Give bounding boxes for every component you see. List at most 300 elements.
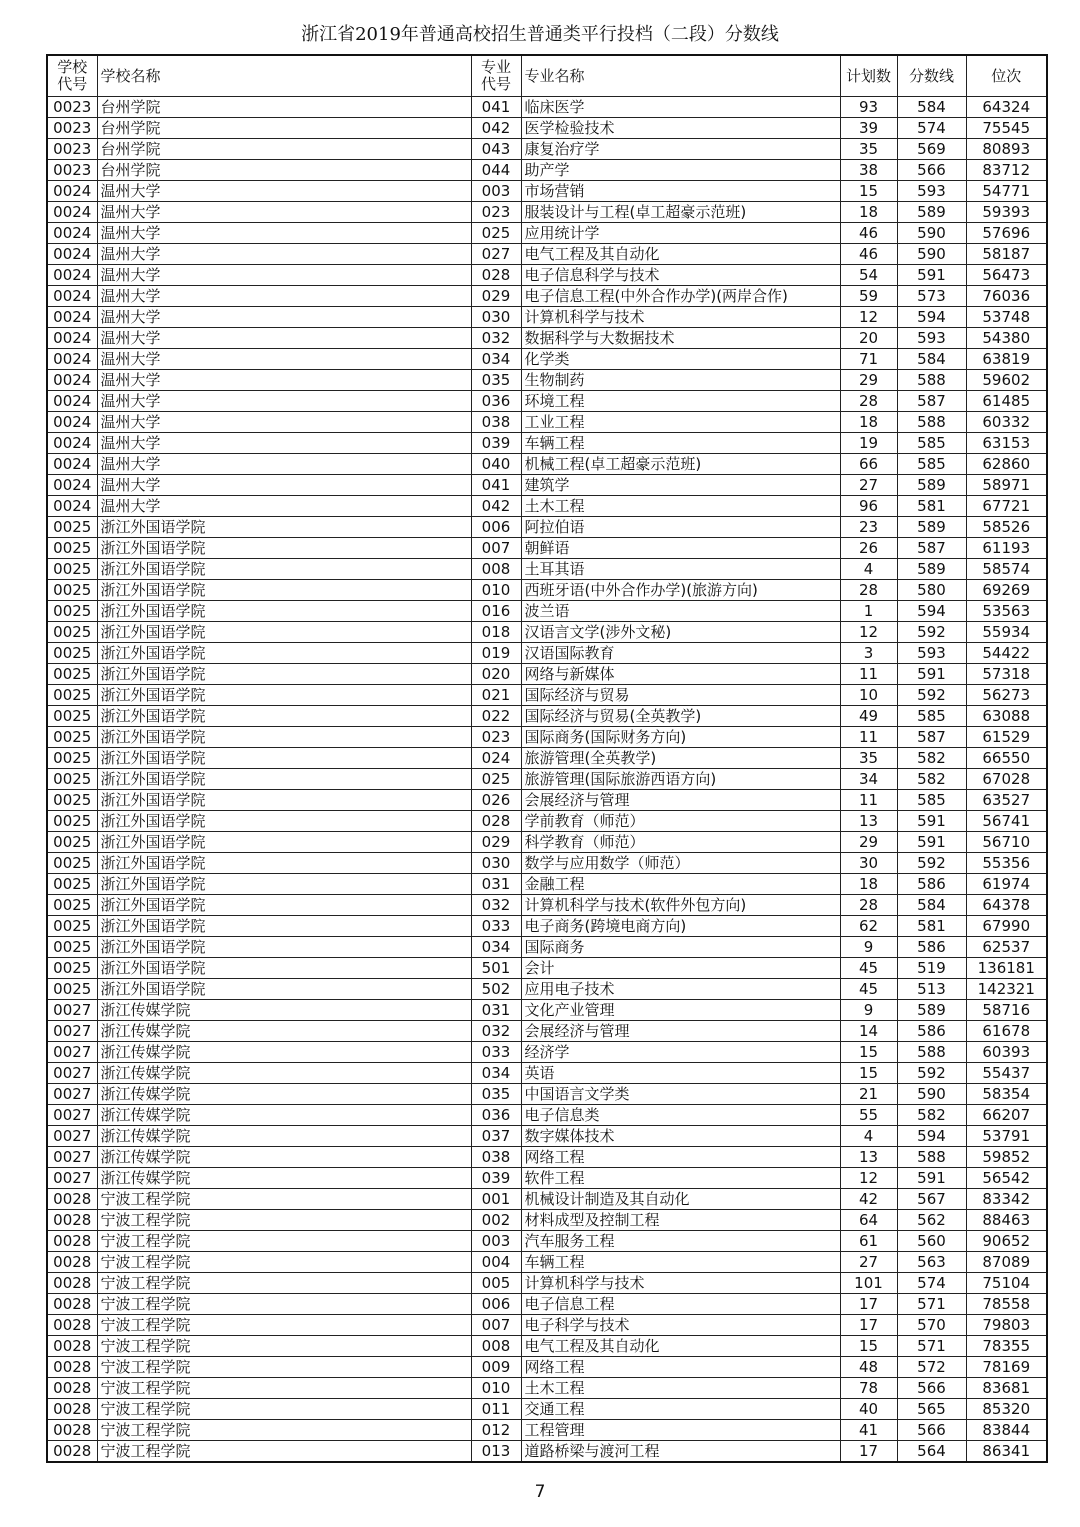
table-row (47, 1336, 1047, 1357)
school-name-cell: 温州大学 (97, 223, 471, 244)
school-name-cell: 浙江外国语学院 (97, 538, 471, 559)
score-cell: 588 (897, 370, 966, 391)
school-name-cell: 浙江外国语学院 (97, 706, 471, 727)
plan-count-cell: 11 (840, 727, 897, 748)
rank-cell: 90652 (966, 1231, 1047, 1252)
school-code-cell: 0023 (47, 118, 97, 139)
header-rank: 位次 (966, 55, 1047, 97)
major-name-cell: 电子信息工程 (521, 1294, 840, 1315)
rank-cell: 75545 (966, 118, 1047, 139)
major-name-cell: 计算机科学与技术 (521, 307, 840, 328)
major-code-cell: 028 (471, 811, 521, 832)
major-code-cell: 031 (471, 874, 521, 895)
school-code-cell: 0025 (47, 580, 97, 601)
rank-cell: 66207 (966, 1105, 1047, 1126)
school-name-cell: 宁波工程学院 (97, 1273, 471, 1294)
rank-cell: 64324 (966, 97, 1047, 118)
major-name-cell: 机械设计制造及其自动化 (521, 1189, 840, 1210)
major-name-cell: 土木工程 (521, 1378, 840, 1399)
school-name-cell: 台州学院 (97, 139, 471, 160)
score-cell: 582 (897, 1105, 966, 1126)
major-name-cell: 化学类 (521, 349, 840, 370)
score-cell: 566 (897, 160, 966, 181)
major-code-cell: 012 (471, 1420, 521, 1441)
major-code-cell: 030 (471, 307, 521, 328)
school-name-cell: 温州大学 (97, 202, 471, 223)
school-code-cell: 0025 (47, 979, 97, 1000)
rank-cell: 53791 (966, 1126, 1047, 1147)
score-cell: 593 (897, 328, 966, 349)
plan-count-cell: 30 (840, 853, 897, 874)
major-code-cell: 029 (471, 832, 521, 853)
header-plan: 计划数 (840, 55, 897, 97)
rank-cell: 57696 (966, 223, 1047, 244)
school-name-cell: 浙江传媒学院 (97, 1021, 471, 1042)
plan-count-cell: 26 (840, 538, 897, 559)
rank-cell: 63819 (966, 349, 1047, 370)
score-cell: 589 (897, 517, 966, 538)
school-code-cell: 0024 (47, 496, 97, 517)
major-name-cell: 国际商务 (521, 937, 840, 958)
major-name-cell: 英语 (521, 1063, 840, 1084)
score-cell: 591 (897, 832, 966, 853)
score-cell: 593 (897, 643, 966, 664)
plan-count-cell: 15 (840, 1336, 897, 1357)
school-name-cell: 台州学院 (97, 97, 471, 118)
table-row (47, 1042, 1047, 1063)
major-code-cell: 040 (471, 454, 521, 475)
school-code-cell: 0025 (47, 916, 97, 937)
rank-cell: 67028 (966, 769, 1047, 790)
plan-count-cell: 62 (840, 916, 897, 937)
major-name-cell: 康复治疗学 (521, 139, 840, 160)
major-code-cell: 502 (471, 979, 521, 1000)
school-name-cell: 浙江外国语学院 (97, 622, 471, 643)
score-cell: 567 (897, 1189, 966, 1210)
school-code-cell: 0024 (47, 286, 97, 307)
plan-count-cell: 9 (840, 937, 897, 958)
major-code-cell: 042 (471, 118, 521, 139)
score-cell: 592 (897, 622, 966, 643)
table-row (47, 769, 1047, 790)
score-cell: 584 (897, 895, 966, 916)
major-name-cell: 国际经济与贸易 (521, 685, 840, 706)
major-name-cell: 国际经济与贸易(全英教学) (521, 706, 840, 727)
rank-cell: 53748 (966, 307, 1047, 328)
score-cell: 565 (897, 1399, 966, 1420)
school-name-cell: 宁波工程学院 (97, 1420, 471, 1441)
major-name-cell: 临床医学 (521, 97, 840, 118)
plan-count-cell: 13 (840, 1147, 897, 1168)
school-code-cell: 0023 (47, 97, 97, 118)
table-row (47, 748, 1047, 769)
table-row (47, 1147, 1047, 1168)
major-code-cell: 010 (471, 1378, 521, 1399)
school-code-cell: 0024 (47, 391, 97, 412)
rank-cell: 54380 (966, 328, 1047, 349)
rank-cell: 67721 (966, 496, 1047, 517)
table-row (47, 181, 1047, 202)
table-row (47, 139, 1047, 160)
school-code-cell: 0028 (47, 1420, 97, 1441)
major-name-cell: 网络工程 (521, 1147, 840, 1168)
school-name-cell: 温州大学 (97, 412, 471, 433)
school-name-cell: 浙江外国语学院 (97, 664, 471, 685)
plan-count-cell: 12 (840, 307, 897, 328)
table-row (47, 832, 1047, 853)
table-row (47, 391, 1047, 412)
school-name-cell: 浙江传媒学院 (97, 1000, 471, 1021)
plan-count-cell: 93 (840, 97, 897, 118)
school-code-cell: 0025 (47, 643, 97, 664)
school-name-cell: 浙江外国语学院 (97, 643, 471, 664)
rank-cell: 59393 (966, 202, 1047, 223)
major-code-cell: 023 (471, 727, 521, 748)
plan-count-cell: 18 (840, 874, 897, 895)
table-row (47, 286, 1047, 307)
major-code-cell: 019 (471, 643, 521, 664)
table-row (47, 538, 1047, 559)
school-code-cell: 0025 (47, 706, 97, 727)
plan-count-cell: 78 (840, 1378, 897, 1399)
school-code-cell: 0024 (47, 244, 97, 265)
rank-cell: 63088 (966, 706, 1047, 727)
school-name-cell: 温州大学 (97, 496, 471, 517)
score-cell: 582 (897, 748, 966, 769)
major-code-cell: 035 (471, 1084, 521, 1105)
rank-cell: 78169 (966, 1357, 1047, 1378)
major-code-cell: 018 (471, 622, 521, 643)
score-cell: 591 (897, 664, 966, 685)
school-name-cell: 温州大学 (97, 244, 471, 265)
major-name-cell: 道路桥梁与渡河工程 (521, 1441, 840, 1463)
major-name-cell: 交通工程 (521, 1399, 840, 1420)
school-name-cell: 温州大学 (97, 265, 471, 286)
major-code-cell: 025 (471, 769, 521, 790)
school-code-cell: 0025 (47, 685, 97, 706)
header-major-name: 专业名称 (521, 55, 840, 97)
school-code-cell: 0027 (47, 1147, 97, 1168)
page-number: 7 (534, 1482, 546, 1502)
table-row (47, 559, 1047, 580)
major-name-cell: 学前教育（师范） (521, 811, 840, 832)
table-row (47, 874, 1047, 895)
major-code-cell: 026 (471, 790, 521, 811)
major-name-cell: 网络与新媒体 (521, 664, 840, 685)
school-code-cell: 0025 (47, 811, 97, 832)
plan-count-cell: 19 (840, 433, 897, 454)
school-name-cell: 宁波工程学院 (97, 1189, 471, 1210)
rank-cell: 80893 (966, 139, 1047, 160)
rank-cell: 64378 (966, 895, 1047, 916)
rank-cell: 56710 (966, 832, 1047, 853)
major-name-cell: 服装设计与工程(卓工超豪示范班) (521, 202, 840, 223)
major-name-cell: 阿拉伯语 (521, 517, 840, 538)
header-school-code: 学校 代号 (47, 55, 97, 97)
school-name-cell: 温州大学 (97, 328, 471, 349)
rank-cell: 61485 (966, 391, 1047, 412)
plan-count-cell: 23 (840, 517, 897, 538)
major-name-cell: 建筑学 (521, 475, 840, 496)
school-name-cell: 温州大学 (97, 475, 471, 496)
table-row (47, 118, 1047, 139)
school-code-cell: 0025 (47, 748, 97, 769)
school-name-cell: 宁波工程学院 (97, 1441, 471, 1463)
rank-cell: 58574 (966, 559, 1047, 580)
school-name-cell: 宁波工程学院 (97, 1336, 471, 1357)
major-name-cell: 车辆工程 (521, 433, 840, 454)
rank-cell: 62860 (966, 454, 1047, 475)
major-name-cell: 文化产业管理 (521, 1000, 840, 1021)
major-code-cell: 041 (471, 475, 521, 496)
rank-cell: 54771 (966, 181, 1047, 202)
school-name-cell: 温州大学 (97, 181, 471, 202)
score-cell: 591 (897, 811, 966, 832)
table-row (47, 517, 1047, 538)
plan-count-cell: 28 (840, 895, 897, 916)
table-row (47, 937, 1047, 958)
school-name-cell: 浙江外国语学院 (97, 916, 471, 937)
page-title: 浙江省2019年普通高校招生普通类平行投档（二段）分数线 (301, 24, 779, 45)
plan-count-cell: 45 (840, 958, 897, 979)
school-code-cell: 0028 (47, 1189, 97, 1210)
school-name-cell: 浙江传媒学院 (97, 1168, 471, 1189)
plan-count-cell: 45 (840, 979, 897, 1000)
major-name-cell: 土木工程 (521, 496, 840, 517)
table-row (47, 790, 1047, 811)
school-name-cell: 浙江外国语学院 (97, 580, 471, 601)
major-name-cell: 中国语言文学类 (521, 1084, 840, 1105)
table-row (47, 97, 1047, 118)
score-cell: 585 (897, 790, 966, 811)
score-cell: 571 (897, 1294, 966, 1315)
major-name-cell: 电子商务(跨境电商方向) (521, 916, 840, 937)
major-code-cell: 034 (471, 349, 521, 370)
major-code-cell: 006 (471, 1294, 521, 1315)
major-code-cell: 003 (471, 1231, 521, 1252)
school-name-cell: 浙江外国语学院 (97, 748, 471, 769)
school-name-cell: 宁波工程学院 (97, 1210, 471, 1231)
score-cell: 588 (897, 1042, 966, 1063)
plan-count-cell: 28 (840, 391, 897, 412)
header-major-code: 专业 代号 (471, 55, 521, 97)
plan-count-cell: 34 (840, 769, 897, 790)
score-cell: 587 (897, 538, 966, 559)
rank-cell: 83342 (966, 1189, 1047, 1210)
table-row (47, 1084, 1047, 1105)
major-name-cell: 市场营销 (521, 181, 840, 202)
school-name-cell: 宁波工程学院 (97, 1315, 471, 1336)
plan-count-cell: 13 (840, 811, 897, 832)
score-cell: 588 (897, 1147, 966, 1168)
major-code-cell: 025 (471, 223, 521, 244)
rank-cell: 136181 (966, 958, 1047, 979)
table-row (47, 349, 1047, 370)
table-row (47, 1168, 1047, 1189)
major-name-cell: 数据科学与大数据技术 (521, 328, 840, 349)
plan-count-cell: 64 (840, 1210, 897, 1231)
school-code-cell: 0025 (47, 517, 97, 538)
plan-count-cell: 28 (840, 580, 897, 601)
school-code-cell: 0028 (47, 1378, 97, 1399)
table-row (47, 223, 1047, 244)
score-cell: 589 (897, 202, 966, 223)
school-code-cell: 0024 (47, 433, 97, 454)
major-code-cell: 034 (471, 937, 521, 958)
major-code-cell: 032 (471, 1021, 521, 1042)
plan-count-cell: 35 (840, 748, 897, 769)
plan-count-cell: 42 (840, 1189, 897, 1210)
major-name-cell: 朝鲜语 (521, 538, 840, 559)
score-cell: 587 (897, 727, 966, 748)
major-code-cell: 004 (471, 1252, 521, 1273)
rank-cell: 69269 (966, 580, 1047, 601)
major-name-cell: 网络工程 (521, 1357, 840, 1378)
plan-count-cell: 40 (840, 1399, 897, 1420)
school-name-cell: 温州大学 (97, 286, 471, 307)
table-row (47, 1252, 1047, 1273)
school-code-cell: 0028 (47, 1399, 97, 1420)
major-name-cell: 汉语言文学(涉外文秘) (521, 622, 840, 643)
school-name-cell: 浙江外国语学院 (97, 727, 471, 748)
school-code-cell: 0024 (47, 181, 97, 202)
major-name-cell: 电子信息类 (521, 1105, 840, 1126)
table-row (47, 1126, 1047, 1147)
rank-cell: 61974 (966, 874, 1047, 895)
score-cell: 590 (897, 223, 966, 244)
school-name-cell: 温州大学 (97, 454, 471, 475)
major-name-cell: 计算机科学与技术 (521, 1273, 840, 1294)
major-code-cell: 003 (471, 181, 521, 202)
major-name-cell: 生物制药 (521, 370, 840, 391)
school-code-cell: 0024 (47, 328, 97, 349)
plan-count-cell: 39 (840, 118, 897, 139)
plan-count-cell: 17 (840, 1294, 897, 1315)
major-code-cell: 033 (471, 1042, 521, 1063)
plan-count-cell: 3 (840, 643, 897, 664)
major-code-cell: 011 (471, 1399, 521, 1420)
plan-count-cell: 4 (840, 1126, 897, 1147)
major-code-cell: 043 (471, 139, 521, 160)
score-cell: 566 (897, 1378, 966, 1399)
major-code-cell: 029 (471, 286, 521, 307)
score-cell: 588 (897, 412, 966, 433)
major-code-cell: 042 (471, 496, 521, 517)
major-name-cell: 数字媒体技术 (521, 1126, 840, 1147)
plan-count-cell: 15 (840, 1063, 897, 1084)
school-code-cell: 0027 (47, 1084, 97, 1105)
school-name-cell: 浙江外国语学院 (97, 895, 471, 916)
plan-count-cell: 18 (840, 412, 897, 433)
rank-cell: 56473 (966, 265, 1047, 286)
major-code-cell: 009 (471, 1357, 521, 1378)
plan-count-cell: 46 (840, 223, 897, 244)
school-code-cell: 0027 (47, 1021, 97, 1042)
major-code-cell: 501 (471, 958, 521, 979)
major-name-cell: 会计 (521, 958, 840, 979)
plan-count-cell: 49 (840, 706, 897, 727)
score-cell: 592 (897, 853, 966, 874)
school-code-cell: 0025 (47, 874, 97, 895)
school-code-cell: 0025 (47, 790, 97, 811)
school-code-cell: 0025 (47, 664, 97, 685)
school-name-cell: 浙江外国语学院 (97, 832, 471, 853)
table-row (47, 496, 1047, 517)
major-code-cell: 007 (471, 1315, 521, 1336)
table-row (47, 1063, 1047, 1084)
score-cell: 574 (897, 1273, 966, 1294)
major-code-cell: 002 (471, 1210, 521, 1231)
score-cell: 586 (897, 937, 966, 958)
score-cell: 593 (897, 181, 966, 202)
table-row (47, 1189, 1047, 1210)
table-row (47, 1105, 1047, 1126)
table-row (47, 475, 1047, 496)
rank-cell: 87089 (966, 1252, 1047, 1273)
table-row (47, 328, 1047, 349)
major-code-cell: 005 (471, 1273, 521, 1294)
major-code-cell: 036 (471, 391, 521, 412)
school-name-cell: 浙江传媒学院 (97, 1126, 471, 1147)
score-cell: 562 (897, 1210, 966, 1231)
school-code-cell: 0024 (47, 223, 97, 244)
major-name-cell: 经济学 (521, 1042, 840, 1063)
major-name-cell: 国际商务(国际财务方向) (521, 727, 840, 748)
major-code-cell: 021 (471, 685, 521, 706)
major-code-cell: 034 (471, 1063, 521, 1084)
school-code-cell: 0027 (47, 1126, 97, 1147)
score-cell: 582 (897, 769, 966, 790)
school-code-cell: 0027 (47, 1000, 97, 1021)
score-cell: 584 (897, 349, 966, 370)
major-code-cell: 001 (471, 1189, 521, 1210)
school-code-cell: 0025 (47, 538, 97, 559)
table-row (47, 202, 1047, 223)
table-row (47, 853, 1047, 874)
school-code-cell: 0023 (47, 160, 97, 181)
major-name-cell: 车辆工程 (521, 1252, 840, 1273)
school-code-cell: 0025 (47, 832, 97, 853)
rank-cell: 67990 (966, 916, 1047, 937)
major-name-cell: 应用统计学 (521, 223, 840, 244)
plan-count-cell: 15 (840, 181, 897, 202)
school-name-cell: 台州学院 (97, 160, 471, 181)
major-name-cell: 工程管理 (521, 1420, 840, 1441)
rank-cell: 63527 (966, 790, 1047, 811)
rank-cell: 62537 (966, 937, 1047, 958)
school-name-cell: 浙江外国语学院 (97, 811, 471, 832)
table-row (47, 664, 1047, 685)
school-name-cell: 浙江外国语学院 (97, 790, 471, 811)
major-code-cell: 032 (471, 895, 521, 916)
school-code-cell: 0024 (47, 475, 97, 496)
table-header-row (47, 55, 1047, 97)
school-code-cell: 0024 (47, 370, 97, 391)
rank-cell: 78355 (966, 1336, 1047, 1357)
major-name-cell: 工业工程 (521, 412, 840, 433)
rank-cell: 58354 (966, 1084, 1047, 1105)
school-name-cell: 温州大学 (97, 433, 471, 454)
table-row (47, 1378, 1047, 1399)
major-code-cell: 022 (471, 706, 521, 727)
major-code-cell: 008 (471, 1336, 521, 1357)
table-row (47, 307, 1047, 328)
plan-count-cell: 11 (840, 664, 897, 685)
major-name-cell: 金融工程 (521, 874, 840, 895)
rank-cell: 63153 (966, 433, 1047, 454)
score-cell: 581 (897, 496, 966, 517)
plan-count-cell: 66 (840, 454, 897, 475)
